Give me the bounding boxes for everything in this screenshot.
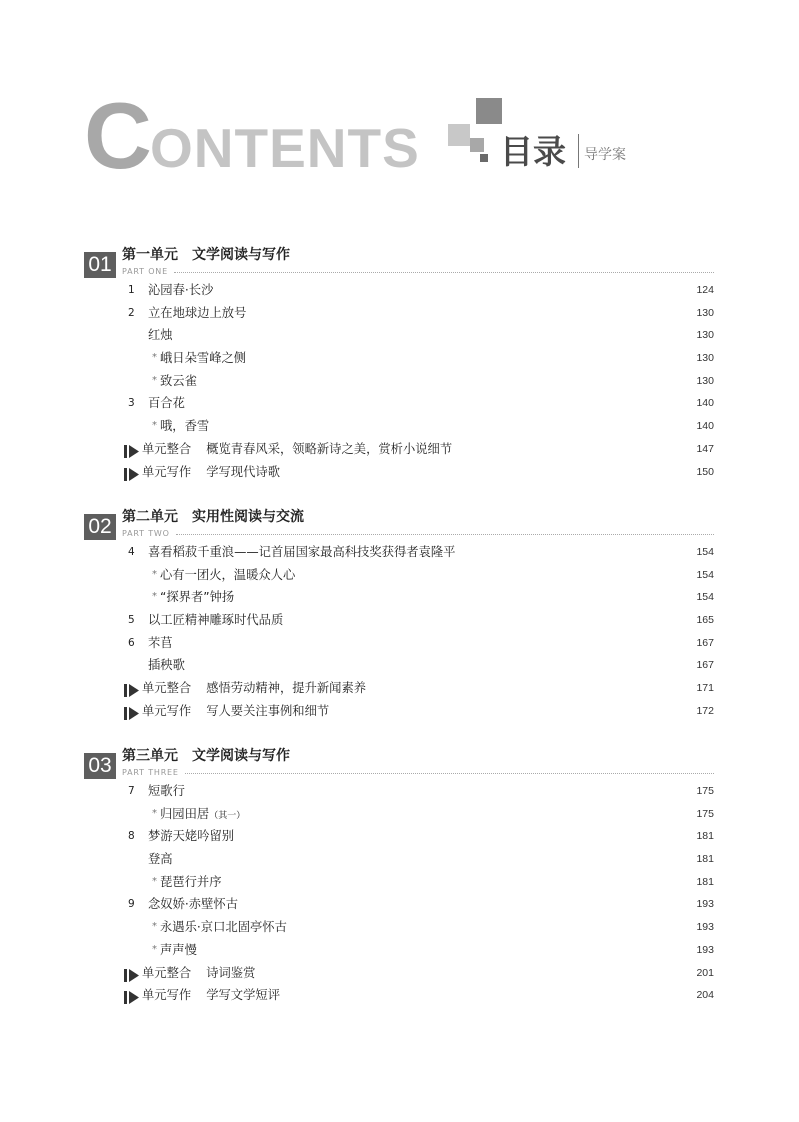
entry-title	[160, 347, 246, 370]
entry-text: 学写文学短评	[206, 988, 280, 1003]
page-number: 154	[696, 591, 714, 604]
unit-title: 第一单元	[122, 247, 178, 263]
entry-text: 诗词鉴赏	[206, 965, 256, 980]
page-number: 130	[696, 352, 714, 365]
page-number: 154	[696, 546, 714, 558]
entry-text: 百合花	[148, 396, 185, 411]
section-label: 单元整合	[142, 681, 192, 696]
toc-entry[interactable]	[128, 871, 714, 894]
page-number: 167	[696, 636, 714, 649]
toc-entry[interactable]	[128, 392, 714, 415]
decorative-square-small	[480, 154, 488, 162]
entry-title	[148, 541, 455, 564]
entry-title	[142, 962, 255, 985]
star-icon: *	[152, 921, 157, 933]
entry-text: 梦游天姥吟留别	[148, 829, 235, 844]
section-arrow-icon	[124, 705, 140, 718]
star-icon: *	[152, 943, 157, 955]
unit-number-badge: 01	[84, 252, 116, 278]
section-arrow-icon	[124, 989, 140, 1002]
page-number: 181	[696, 853, 714, 866]
toc-entry[interactable]	[124, 984, 714, 1007]
entry-list	[128, 780, 714, 1007]
entry-title	[148, 848, 173, 871]
entry-number: 4	[128, 546, 135, 558]
page-number: 130	[696, 374, 714, 387]
unit-title: 第二单元	[122, 509, 178, 525]
toc-entry[interactable]	[128, 541, 714, 564]
page-number: 140	[696, 420, 714, 433]
entry-title	[148, 324, 173, 347]
unit-heading	[122, 507, 304, 527]
toc-entry[interactable]	[124, 461, 714, 484]
entry-text: 归园田居	[160, 806, 210, 821]
contents-word: ONTENTS	[150, 117, 420, 179]
entry-number: 9	[128, 898, 135, 911]
page-number: 165	[696, 614, 714, 627]
page-title: 目录	[500, 132, 566, 171]
star-icon: *	[152, 420, 157, 432]
entry-title	[148, 279, 213, 302]
entry-number: 3	[128, 397, 135, 410]
unit-heading	[122, 746, 290, 766]
section-label: 单元写作	[142, 703, 192, 718]
entry-title	[142, 438, 452, 461]
unit-number-badge: 02	[84, 514, 116, 540]
page-number: 167	[696, 659, 714, 672]
toc-entry[interactable]	[124, 677, 714, 700]
dotted-rule	[174, 272, 714, 273]
entry-text: 概览青春风采，领略新诗之美，赏析小说细节	[206, 441, 453, 456]
toc-entry[interactable]	[128, 916, 714, 939]
star-icon: *	[152, 807, 157, 819]
unit-number-badge: 03	[84, 753, 116, 779]
toc-entry[interactable]	[128, 609, 714, 632]
page-number: 175	[696, 785, 714, 797]
toc-entry[interactable]	[128, 302, 714, 325]
entry-title	[148, 392, 185, 415]
entry-title	[160, 939, 197, 962]
page-number: 181	[696, 830, 714, 843]
part-label: PART THREE	[122, 768, 179, 777]
entry-text: 插秧歌	[148, 658, 185, 673]
toc-entry[interactable]	[128, 893, 714, 916]
entry-text: 心有一团火，温暖众人心	[160, 567, 296, 582]
entry-text: 喜看稻菽千重浪——记首届国家最高科技奖获得者袁隆平	[148, 545, 456, 559]
toc-entry[interactable]	[128, 370, 714, 393]
page-number: 181	[696, 875, 714, 888]
entry-text: “探界者”钟扬	[160, 590, 235, 605]
entry-title	[160, 564, 295, 587]
page-number: 140	[696, 397, 714, 410]
star-icon: *	[152, 875, 157, 887]
page-number: 193	[696, 921, 714, 934]
entry-title	[148, 654, 185, 677]
section-label: 单元写作	[142, 464, 192, 479]
entry-text: 永遇乐·京口北固亭怀古	[160, 920, 287, 935]
decorative-square-dark	[476, 98, 502, 124]
toc-entry[interactable]	[128, 632, 714, 655]
entry-text: 哦，香雪	[160, 419, 210, 434]
entry-text: 芣苢	[148, 635, 173, 650]
section-label: 单元整合	[142, 441, 192, 456]
unit-topic: 实用性阅读与交流	[192, 509, 304, 525]
entry-number: 7	[128, 785, 135, 797]
entry-title	[142, 677, 366, 700]
toc-entry[interactable]	[128, 654, 714, 677]
entry-title	[142, 700, 329, 723]
entry-text: 感悟劳动精神，提升新闻素养	[206, 681, 367, 696]
entry-text: 写人要关注事例和细节	[206, 703, 330, 718]
dotted-rule	[176, 534, 714, 535]
star-icon: *	[152, 352, 157, 364]
entry-text: 登高	[148, 852, 173, 867]
toc-entry[interactable]	[128, 825, 714, 848]
toc-entry[interactable]	[128, 939, 714, 962]
page-number: 130	[696, 306, 714, 319]
entry-title	[160, 803, 245, 828]
entry-title	[142, 461, 280, 484]
page-number: 172	[696, 704, 714, 717]
page-number: 130	[696, 329, 714, 342]
entry-note: （其一）	[209, 810, 246, 821]
entry-title	[148, 302, 246, 325]
star-icon: *	[152, 568, 157, 580]
entry-text: 沁园春·长沙	[148, 283, 214, 297]
dotted-rule	[185, 773, 714, 774]
toc-entry[interactable]	[128, 803, 714, 826]
entry-title	[148, 893, 238, 916]
entry-number: 6	[128, 636, 135, 649]
page-number: 193	[696, 943, 714, 956]
page-number: 204	[696, 989, 714, 1002]
page-number: 193	[696, 898, 714, 911]
toc-entry[interactable]	[124, 962, 714, 985]
entry-text: 琵琶行并序	[160, 874, 222, 889]
section-label: 单元整合	[142, 965, 192, 980]
page-number: 175	[696, 807, 714, 820]
toc-entry[interactable]	[128, 564, 714, 587]
entry-text: 峨日朵雪峰之侧	[160, 351, 247, 366]
section-arrow-icon	[124, 466, 140, 479]
entry-title	[160, 586, 234, 609]
entry-title	[160, 370, 197, 393]
section-arrow-icon	[124, 682, 140, 695]
page-number: 150	[696, 465, 714, 478]
toc-entry[interactable]	[128, 347, 714, 370]
section-arrow-icon	[124, 443, 140, 456]
contents-header	[84, 83, 724, 188]
part-label: PART TWO	[122, 529, 170, 538]
decorative-square-mid	[470, 138, 484, 152]
page-number: 201	[696, 966, 714, 979]
toc-entry[interactable]	[124, 700, 714, 723]
star-icon: *	[152, 591, 157, 603]
section-label: 单元写作	[142, 988, 192, 1003]
star-icon: *	[152, 374, 157, 386]
entry-text: 声声慢	[160, 942, 197, 957]
toc-entry[interactable]	[128, 415, 714, 438]
entry-number: 8	[128, 830, 135, 843]
entry-number: 1	[128, 284, 135, 296]
unit-title: 第三单元	[122, 748, 178, 764]
entry-text: 立在地球边上放号	[148, 305, 247, 320]
unit-topic: 文学阅读与写作	[192, 748, 290, 764]
toc-entry[interactable]	[128, 324, 714, 347]
entry-title	[160, 871, 222, 894]
page-number: 154	[696, 568, 714, 581]
decorative-square-light	[448, 124, 470, 146]
entry-title	[148, 632, 173, 655]
entry-text: 学写现代诗歌	[206, 464, 280, 479]
page-number: 147	[696, 442, 714, 455]
entry-number: 2	[128, 306, 135, 319]
page-subtitle: 导学案	[584, 147, 626, 163]
page-number: 171	[696, 682, 714, 695]
entry-title	[148, 609, 283, 632]
entry-text: 红烛	[148, 328, 173, 343]
entry-list	[128, 279, 714, 483]
toc-entry[interactable]	[128, 279, 714, 302]
contents-first-letter: C	[84, 83, 152, 188]
entry-number: 5	[128, 614, 135, 627]
entry-title	[148, 825, 234, 848]
entry-text: 以工匠精神雕琢时代品质	[148, 613, 284, 628]
entry-title	[160, 916, 287, 939]
part-label: PART ONE	[122, 267, 168, 276]
title-divider	[578, 134, 579, 168]
entry-text: 致云雀	[160, 373, 197, 388]
unit-heading	[122, 245, 290, 265]
entry-title	[142, 984, 280, 1007]
section-arrow-icon	[124, 967, 140, 980]
toc-entry[interactable]	[128, 780, 714, 803]
entry-text: 念奴娇·赤壁怀古	[148, 897, 238, 912]
entry-text: 短歌行	[148, 784, 185, 798]
toc-entry[interactable]	[128, 848, 714, 871]
unit-topic: 文学阅读与写作	[192, 247, 290, 263]
toc-entry[interactable]	[124, 438, 714, 461]
entry-title	[160, 415, 209, 438]
page-number: 124	[696, 284, 714, 296]
entry-title	[148, 780, 185, 803]
toc-entry[interactable]	[128, 586, 714, 609]
entry-list	[128, 541, 714, 723]
